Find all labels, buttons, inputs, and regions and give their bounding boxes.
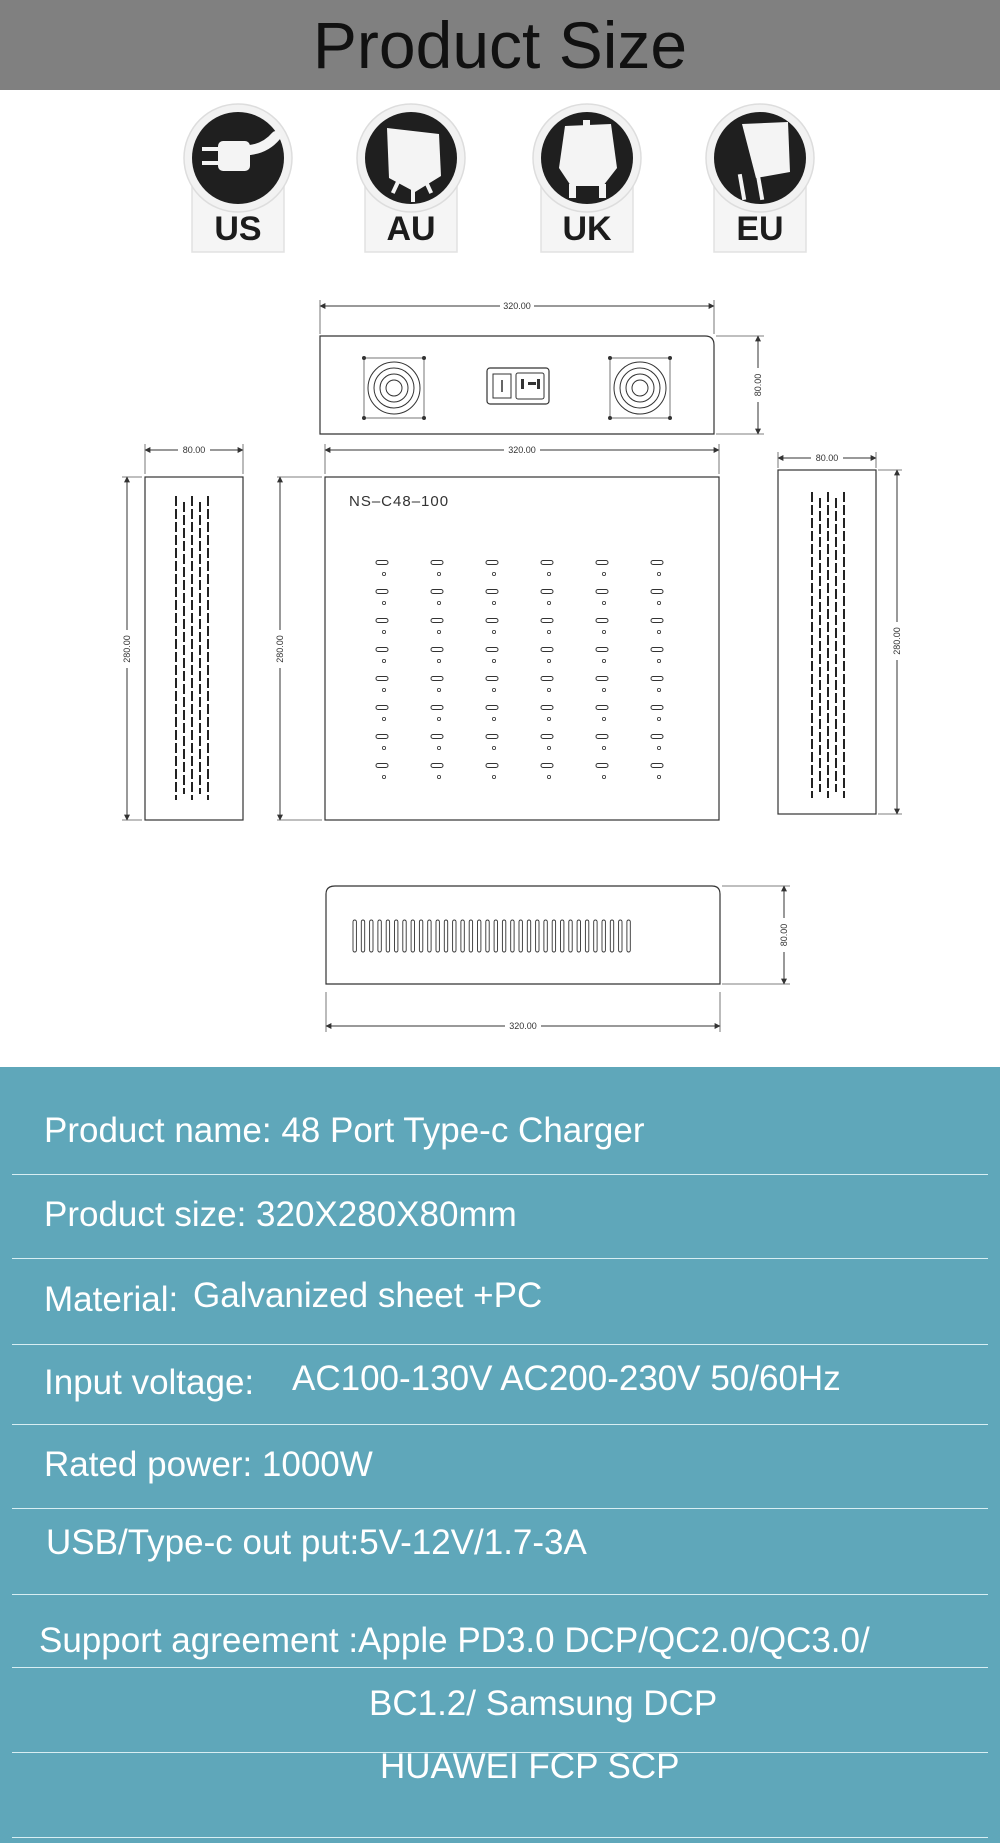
type-c-port-icon (596, 561, 608, 565)
spec-divider (12, 1837, 988, 1838)
type-c-port-icon (596, 677, 608, 681)
type-c-port-icon (431, 590, 443, 594)
front-panel-outline (325, 477, 719, 820)
bottom-vent-slots (353, 920, 630, 952)
led-indicator-icon (492, 659, 495, 662)
plug-uk (523, 98, 651, 258)
vent-slot (544, 920, 547, 952)
bottom-view (326, 886, 790, 1032)
vent-slot (594, 920, 597, 952)
spec-support-line1: Support agreement :Apple PD3.0 DCP/QC2.0/QC3.0/ (39, 1621, 870, 1660)
type-c-port-icon (376, 764, 388, 768)
led-indicator-icon (547, 775, 550, 778)
led-indicator-icon (437, 659, 440, 662)
type-c-port-icon (376, 735, 388, 739)
type-c-port-icon (431, 619, 443, 623)
spec-divider (12, 1174, 988, 1175)
led-indicator-icon (382, 601, 385, 604)
vent-slot (378, 920, 381, 952)
top-view (320, 300, 764, 434)
type-c-port-icon (596, 648, 608, 652)
led-indicator-icon (437, 572, 440, 575)
spec-divider (12, 1667, 988, 1668)
type-c-port-icon (376, 648, 388, 652)
type-c-port-icon (431, 677, 443, 681)
led-indicator-icon (382, 688, 385, 691)
type-c-port-icon (596, 764, 608, 768)
led-indicator-icon (602, 775, 605, 778)
spec-divider (12, 1508, 988, 1509)
led-indicator-icon (657, 572, 660, 575)
fan-left-icon (362, 356, 426, 420)
spec-usb-output: USB/Type-c out put:5V-12V/1.7-3A (46, 1523, 587, 1562)
led-indicator-icon (547, 659, 550, 662)
plug-eu (696, 98, 824, 258)
spec-divider (12, 1258, 988, 1259)
vent-slot (386, 920, 389, 952)
led-indicator-icon (602, 746, 605, 749)
top-panel-outline (320, 336, 714, 434)
led-indicator-icon (492, 572, 495, 575)
led-indicator-icon (382, 775, 385, 778)
led-indicator-icon (437, 601, 440, 604)
spec-rated-power: Rated power: 1000W (44, 1445, 373, 1484)
type-c-port-icon (651, 677, 663, 681)
led-indicator-icon (492, 630, 495, 633)
spec-panel (0, 1067, 1000, 1843)
dim-right-height: 280.00 (892, 627, 902, 655)
spec-material-label: Material: (44, 1280, 179, 1319)
type-c-port-icon (431, 706, 443, 710)
vent-slot (619, 920, 622, 952)
vent-slot (370, 920, 373, 952)
vent-slot (395, 920, 398, 952)
spec-product-size: Product size: 320X280X80mm (44, 1195, 517, 1234)
led-indicator-icon (492, 746, 495, 749)
vent-slot (461, 920, 464, 952)
led-indicator-icon (602, 630, 605, 633)
vent-slot (353, 920, 356, 952)
spec-divider (12, 1424, 988, 1425)
type-c-port-icon (376, 590, 388, 594)
led-indicator-icon (657, 659, 660, 662)
led-indicator-icon (437, 717, 440, 720)
vent-slot (411, 920, 414, 952)
led-indicator-icon (657, 630, 660, 633)
vent-slot (536, 920, 539, 952)
led-indicator-icon (437, 775, 440, 778)
page-title: Product Size (312, 8, 688, 82)
led-indicator-icon (547, 601, 550, 604)
vent-slot (361, 920, 364, 952)
led-indicator-icon (547, 717, 550, 720)
vent-slot (502, 920, 505, 952)
spec-divider (12, 1344, 988, 1345)
dim-right-width: 80.00 (815, 453, 839, 463)
type-c-port-icon (376, 677, 388, 681)
led-indicator-icon (602, 572, 605, 575)
vent-slot (444, 920, 447, 952)
plug-label-eu: EU (736, 210, 784, 248)
type-c-port-icon (541, 619, 553, 623)
plug-label-au: AU (386, 210, 436, 248)
led-indicator-icon (382, 659, 385, 662)
type-c-port-icon (596, 706, 608, 710)
vent-slot (511, 920, 514, 952)
vent-slot (453, 920, 456, 952)
front-view (274, 444, 719, 820)
vent-slot (519, 920, 522, 952)
power-switch-icon (487, 368, 549, 404)
type-c-port-icon (541, 648, 553, 652)
vent-slot (527, 920, 530, 952)
left-view (121, 444, 243, 820)
type-c-port-icon (541, 590, 553, 594)
right-view (778, 452, 903, 814)
led-indicator-icon (657, 601, 660, 604)
type-c-port-icon (431, 764, 443, 768)
side-vent-slots-left (176, 496, 208, 800)
header-bar (0, 0, 1000, 90)
type-c-port-icon (541, 764, 553, 768)
plug-label-us: US (214, 210, 262, 248)
vent-slot (436, 920, 439, 952)
type-c-port-icon (596, 619, 608, 623)
vent-slot (403, 920, 406, 952)
dim-front-width: 320.00 (508, 445, 536, 455)
led-indicator-icon (657, 717, 660, 720)
type-c-port-icon (541, 561, 553, 565)
type-c-port-icon (651, 619, 663, 623)
led-indicator-icon (382, 717, 385, 720)
vent-slot (561, 920, 564, 952)
type-c-port-icon (486, 735, 498, 739)
type-c-port-icon (431, 561, 443, 565)
vent-slot (469, 920, 472, 952)
type-c-port-icon (486, 590, 498, 594)
vent-slot (610, 920, 613, 952)
led-indicator-icon (382, 572, 385, 575)
type-c-port-icon (486, 764, 498, 768)
type-c-port-icon (541, 706, 553, 710)
led-indicator-icon (657, 746, 660, 749)
dim-bottom-width: 320.00 (509, 1021, 537, 1031)
vent-slot (486, 920, 489, 952)
type-c-port-icon (486, 706, 498, 710)
led-indicator-icon (437, 746, 440, 749)
vent-slot (569, 920, 572, 952)
vent-slot (552, 920, 555, 952)
led-indicator-icon (492, 688, 495, 691)
bottom-panel-outline (326, 886, 720, 984)
led-indicator-icon (547, 746, 550, 749)
led-indicator-icon (657, 775, 660, 778)
led-indicator-icon (602, 659, 605, 662)
led-indicator-icon (547, 630, 550, 633)
vent-slot (478, 920, 481, 952)
dim-top-height: 80.00 (753, 373, 763, 397)
led-indicator-icon (602, 601, 605, 604)
led-indicator-icon (547, 572, 550, 575)
type-c-port-icon (541, 677, 553, 681)
type-c-port-icon (651, 590, 663, 594)
type-c-port-icon (431, 648, 443, 652)
led-indicator-icon (492, 717, 495, 720)
vent-slot (602, 920, 605, 952)
type-c-port-icon (486, 561, 498, 565)
type-c-port-icon (541, 735, 553, 739)
type-c-port-icon (651, 706, 663, 710)
model-number: NS–C48–100 (349, 493, 450, 510)
type-c-port-icon (486, 619, 498, 623)
fan-right-icon (608, 356, 672, 420)
type-c-port-icon (486, 677, 498, 681)
led-indicator-icon (382, 630, 385, 633)
type-c-port-icon (651, 735, 663, 739)
type-c-port-icon (596, 590, 608, 594)
spec-support-line3: HUAWEI FCP SCP (380, 1747, 680, 1786)
dim-top-width: 320.00 (503, 301, 531, 311)
plug-au (347, 98, 475, 258)
type-c-port-icon (651, 648, 663, 652)
vent-slot (585, 920, 588, 952)
type-c-port-icon (376, 706, 388, 710)
type-c-port-icon (651, 764, 663, 768)
spec-material-value: Galvanized sheet +PC (193, 1276, 543, 1315)
plug-label-uk: UK (562, 210, 612, 248)
vent-slot (627, 920, 630, 952)
led-indicator-icon (547, 688, 550, 691)
dim-left-height: 280.00 (122, 635, 132, 663)
type-c-port-icon (651, 561, 663, 565)
spec-support-line2: BC1.2/ Samsung DCP (369, 1684, 718, 1723)
technical-drawing (0, 270, 1000, 1050)
led-indicator-icon (602, 717, 605, 720)
type-c-port-icon (376, 619, 388, 623)
dim-bottom-height: 80.00 (779, 923, 789, 947)
spec-divider (12, 1594, 988, 1595)
type-c-port-icon (486, 648, 498, 652)
led-indicator-icon (657, 688, 660, 691)
vent-slot (428, 920, 431, 952)
dim-left-width: 80.00 (182, 445, 206, 455)
vent-slot (419, 920, 422, 952)
vent-slot (494, 920, 497, 952)
led-indicator-icon (382, 746, 385, 749)
led-indicator-icon (602, 688, 605, 691)
vent-slot (577, 920, 580, 952)
type-c-port-grid (376, 561, 663, 779)
plug-us (174, 98, 302, 258)
spec-product-name: Product name: 48 Port Type-c Charger (44, 1111, 645, 1150)
dim-front-height: 280.00 (275, 635, 285, 663)
type-c-port-icon (596, 735, 608, 739)
type-c-port-icon (376, 561, 388, 565)
side-vent-slots-right (812, 492, 844, 798)
spec-input-label: Input voltage: (44, 1363, 255, 1402)
type-c-port-icon (431, 735, 443, 739)
led-indicator-icon (437, 688, 440, 691)
led-indicator-icon (492, 775, 495, 778)
spec-input-value: AC100-130V AC200-230V 50/60Hz (292, 1359, 841, 1398)
led-indicator-icon (492, 601, 495, 604)
led-indicator-icon (437, 630, 440, 633)
